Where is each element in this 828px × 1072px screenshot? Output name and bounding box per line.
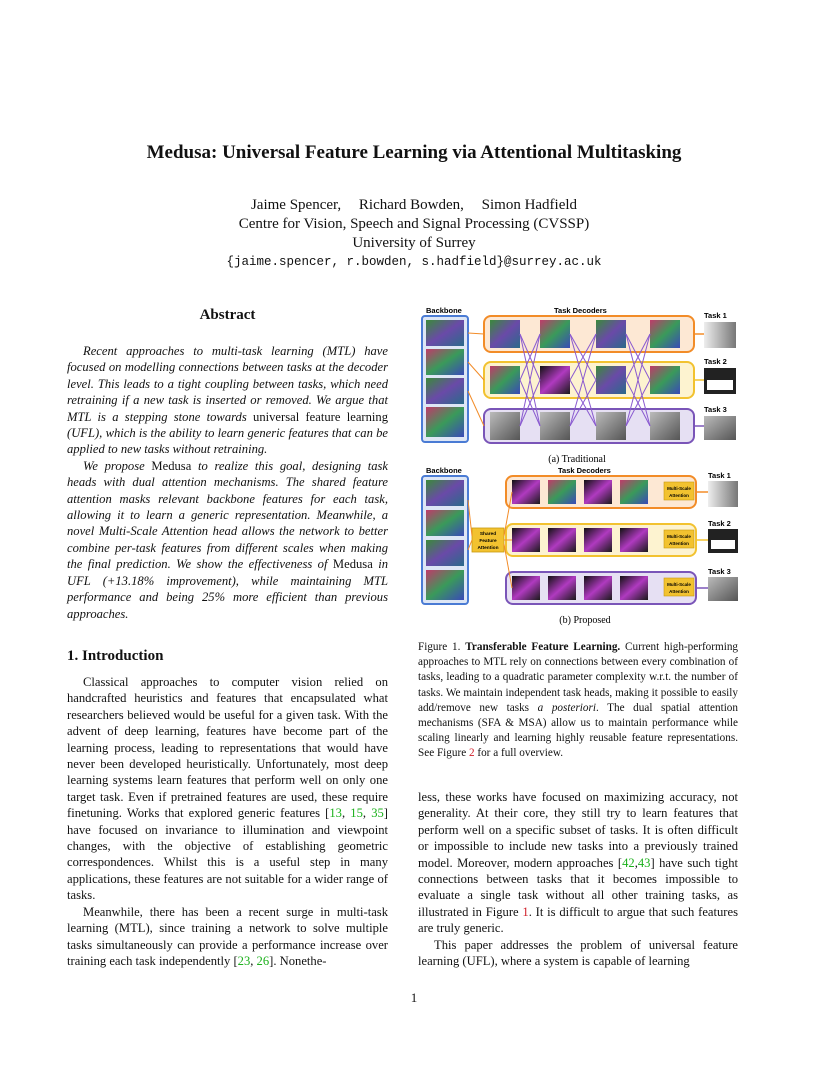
backbone-feature	[426, 320, 464, 346]
label-backbone-b: Backbone	[426, 466, 462, 475]
msa-label: Multi-Scale	[667, 534, 691, 539]
right-paragraph-2: This paper addresses the problem of universal feature learning (UFL), where a system is capable of learning	[418, 937, 738, 969]
subcaption-a: (a) Traditional	[548, 454, 606, 465]
task-output-1	[704, 322, 736, 348]
author-1: Jaime Spencer,	[250, 197, 342, 213]
figure-reference-link[interactable]: 2	[468, 747, 475, 760]
svg-text:Attention: Attention	[669, 541, 689, 546]
author-3: Simon Hadfield	[481, 197, 578, 213]
subcaption-b: (b) Proposed	[559, 615, 611, 626]
label-decoders-b: Task Decoders	[558, 466, 611, 475]
task-output-2-shape	[707, 380, 733, 390]
svg-text:Attention: Attention	[669, 589, 689, 594]
label-task3-b: Task 3	[708, 567, 731, 576]
label-task1-a: Task 1	[704, 311, 727, 320]
citation-link[interactable]: 26	[256, 953, 270, 968]
citation-link[interactable]: 23	[237, 953, 251, 968]
citation-link[interactable]: 35	[371, 806, 384, 821]
label-task1-b: Task 1	[708, 471, 731, 480]
figure-1-caption: Figure 1. Transferable Feature Learning. Current high-performing approaches to MTL rely on connections between every combination of tasks, leading to a quadratic parameter complexity w.r.t. the number of tasks. We maintain independent task heads, making it possible to easily add/remove new tasks a posteriori. The dual spatial attention mechanisms (SFA & MSA) allow us to maintain performance while scaling linearly and learning highly reusable feature representations. See Figure 2 for a full overview.	[418, 641, 739, 760]
university: University of Surrey	[352, 235, 476, 251]
task-output-3-b	[708, 577, 738, 601]
citation-link[interactable]: 43	[637, 855, 651, 870]
task-output-3	[704, 416, 736, 440]
abstract-paragraph-2: We propose Medusa to realize this goal, designing task heads with dual attention mechanisms. The shared feature attention masks relevant backbone features for each task, allowing it to learn a generic representation. Meanwhile, a novel Multi-Scale Attention head allows the network to better combine per-task features from different scales when making the final prediction. We show the effectiveness of Medusa in UFL (+13.18% improvement), while maintaining MTL performance and being 25% more efficient than previous approaches.	[67, 458, 388, 621]
intro-paragraph-1: Classical approaches to computer vision relied on handcrafted heuristics and features that encapsulated what researchers believed would be useful for a given task. With the advent of deep learning, features have become part of the learning process, leading to representations that would have never been developed heuristically. Unfortunately, most deep learning systems learn features that perform well on only one target task. Even if pretrained features are used, these require finetuning. Works that explored generic features [13, 15, 35] have focused on invariance to illumination and viewpoint changes, with the objective of establishing geometric correspondences. Whilst this is a useful step in many applications, these features are not suitable for a wider range of tasks.	[67, 675, 388, 903]
sfa-label: Shared	[479, 532, 497, 537]
figure-reference-link[interactable]: 1	[522, 904, 529, 919]
backbone-feature	[426, 378, 464, 404]
abstract-heading: Abstract	[199, 307, 256, 323]
citation-link[interactable]: 42	[622, 855, 635, 870]
email: {jaime.spencer, r.bowden, s.hadfield}@surrey.ac.uk	[226, 255, 602, 269]
author-2: Richard Bowden,	[358, 197, 464, 213]
introduction-text	[67, 674, 388, 969]
label-backbone-a: Backbone	[426, 306, 462, 315]
section-heading-introduction: 1. Introduction	[67, 648, 164, 664]
msa-label: Multi-Scale	[667, 582, 691, 587]
right-paragraph-1: less, these works have focused on maximizing accuracy, not generality. At their core, they still try to learn features that perform well on a specific subset of tasks. It is often difficult or impossible to include new tasks into a previously trained model. Moreover, modern approaches [42,43] have such tight connections between tasks that it becomes impossible to evaluate a single task without all other training tasks, as illustrated in Figure 1. It is difficult to argue that such features are truly generic.	[418, 790, 738, 936]
label-task2-b: Task 2	[708, 519, 731, 528]
msa-label: Multi-Scale	[667, 486, 691, 491]
right-column-text	[418, 789, 738, 969]
page-number: 1	[410, 990, 418, 1005]
svg-text:Attention: Attention	[669, 493, 689, 498]
affiliation: Centre for Vision, Speech and Signal Processing (CVSSP)	[238, 216, 590, 232]
backbone-connections	[468, 333, 484, 426]
citation-link[interactable]: 13	[329, 806, 342, 821]
figure-1	[418, 300, 748, 630]
label-decoders-a: Task Decoders	[554, 306, 607, 315]
multi-scale-attention-blocks	[664, 482, 694, 596]
paper-title: Medusa: Universal Feature Learning via Attentional Multitasking	[146, 142, 682, 163]
author-names	[0, 196, 828, 215]
task-output-1-b	[708, 481, 738, 507]
svg-text:Feature: Feature	[479, 539, 497, 544]
label-task2-a: Task 2	[704, 357, 727, 366]
intro-paragraph-2: Meanwhile, there has been a recent surge in multi-task learning (MTL), since training a network to solve multiple tasks simultaneously can provide a performance increase over training each task independently [23, 26]. Nonethe-	[67, 904, 388, 968]
backbone-feature	[426, 407, 464, 437]
abstract-paragraph-1: Recent approaches to multi-task learning (MTL) have focused on modelling connections between tasks at the decoder level. This leads to a tight coupling between tasks, which need retraining if a new task is inserted or removed. We argue that MTL is a stepping stone towards universal feature learning (UFL), which is the ability to learn generic features that can be applied to new tasks without retraining.	[67, 344, 388, 457]
abstract-text	[67, 343, 388, 622]
backbone-feature	[426, 349, 464, 375]
author-block	[0, 196, 828, 272]
label-task3-a: Task 3	[704, 405, 727, 414]
svg-text:Attention: Attention	[477, 546, 499, 551]
citation-link[interactable]: 15	[350, 806, 363, 821]
